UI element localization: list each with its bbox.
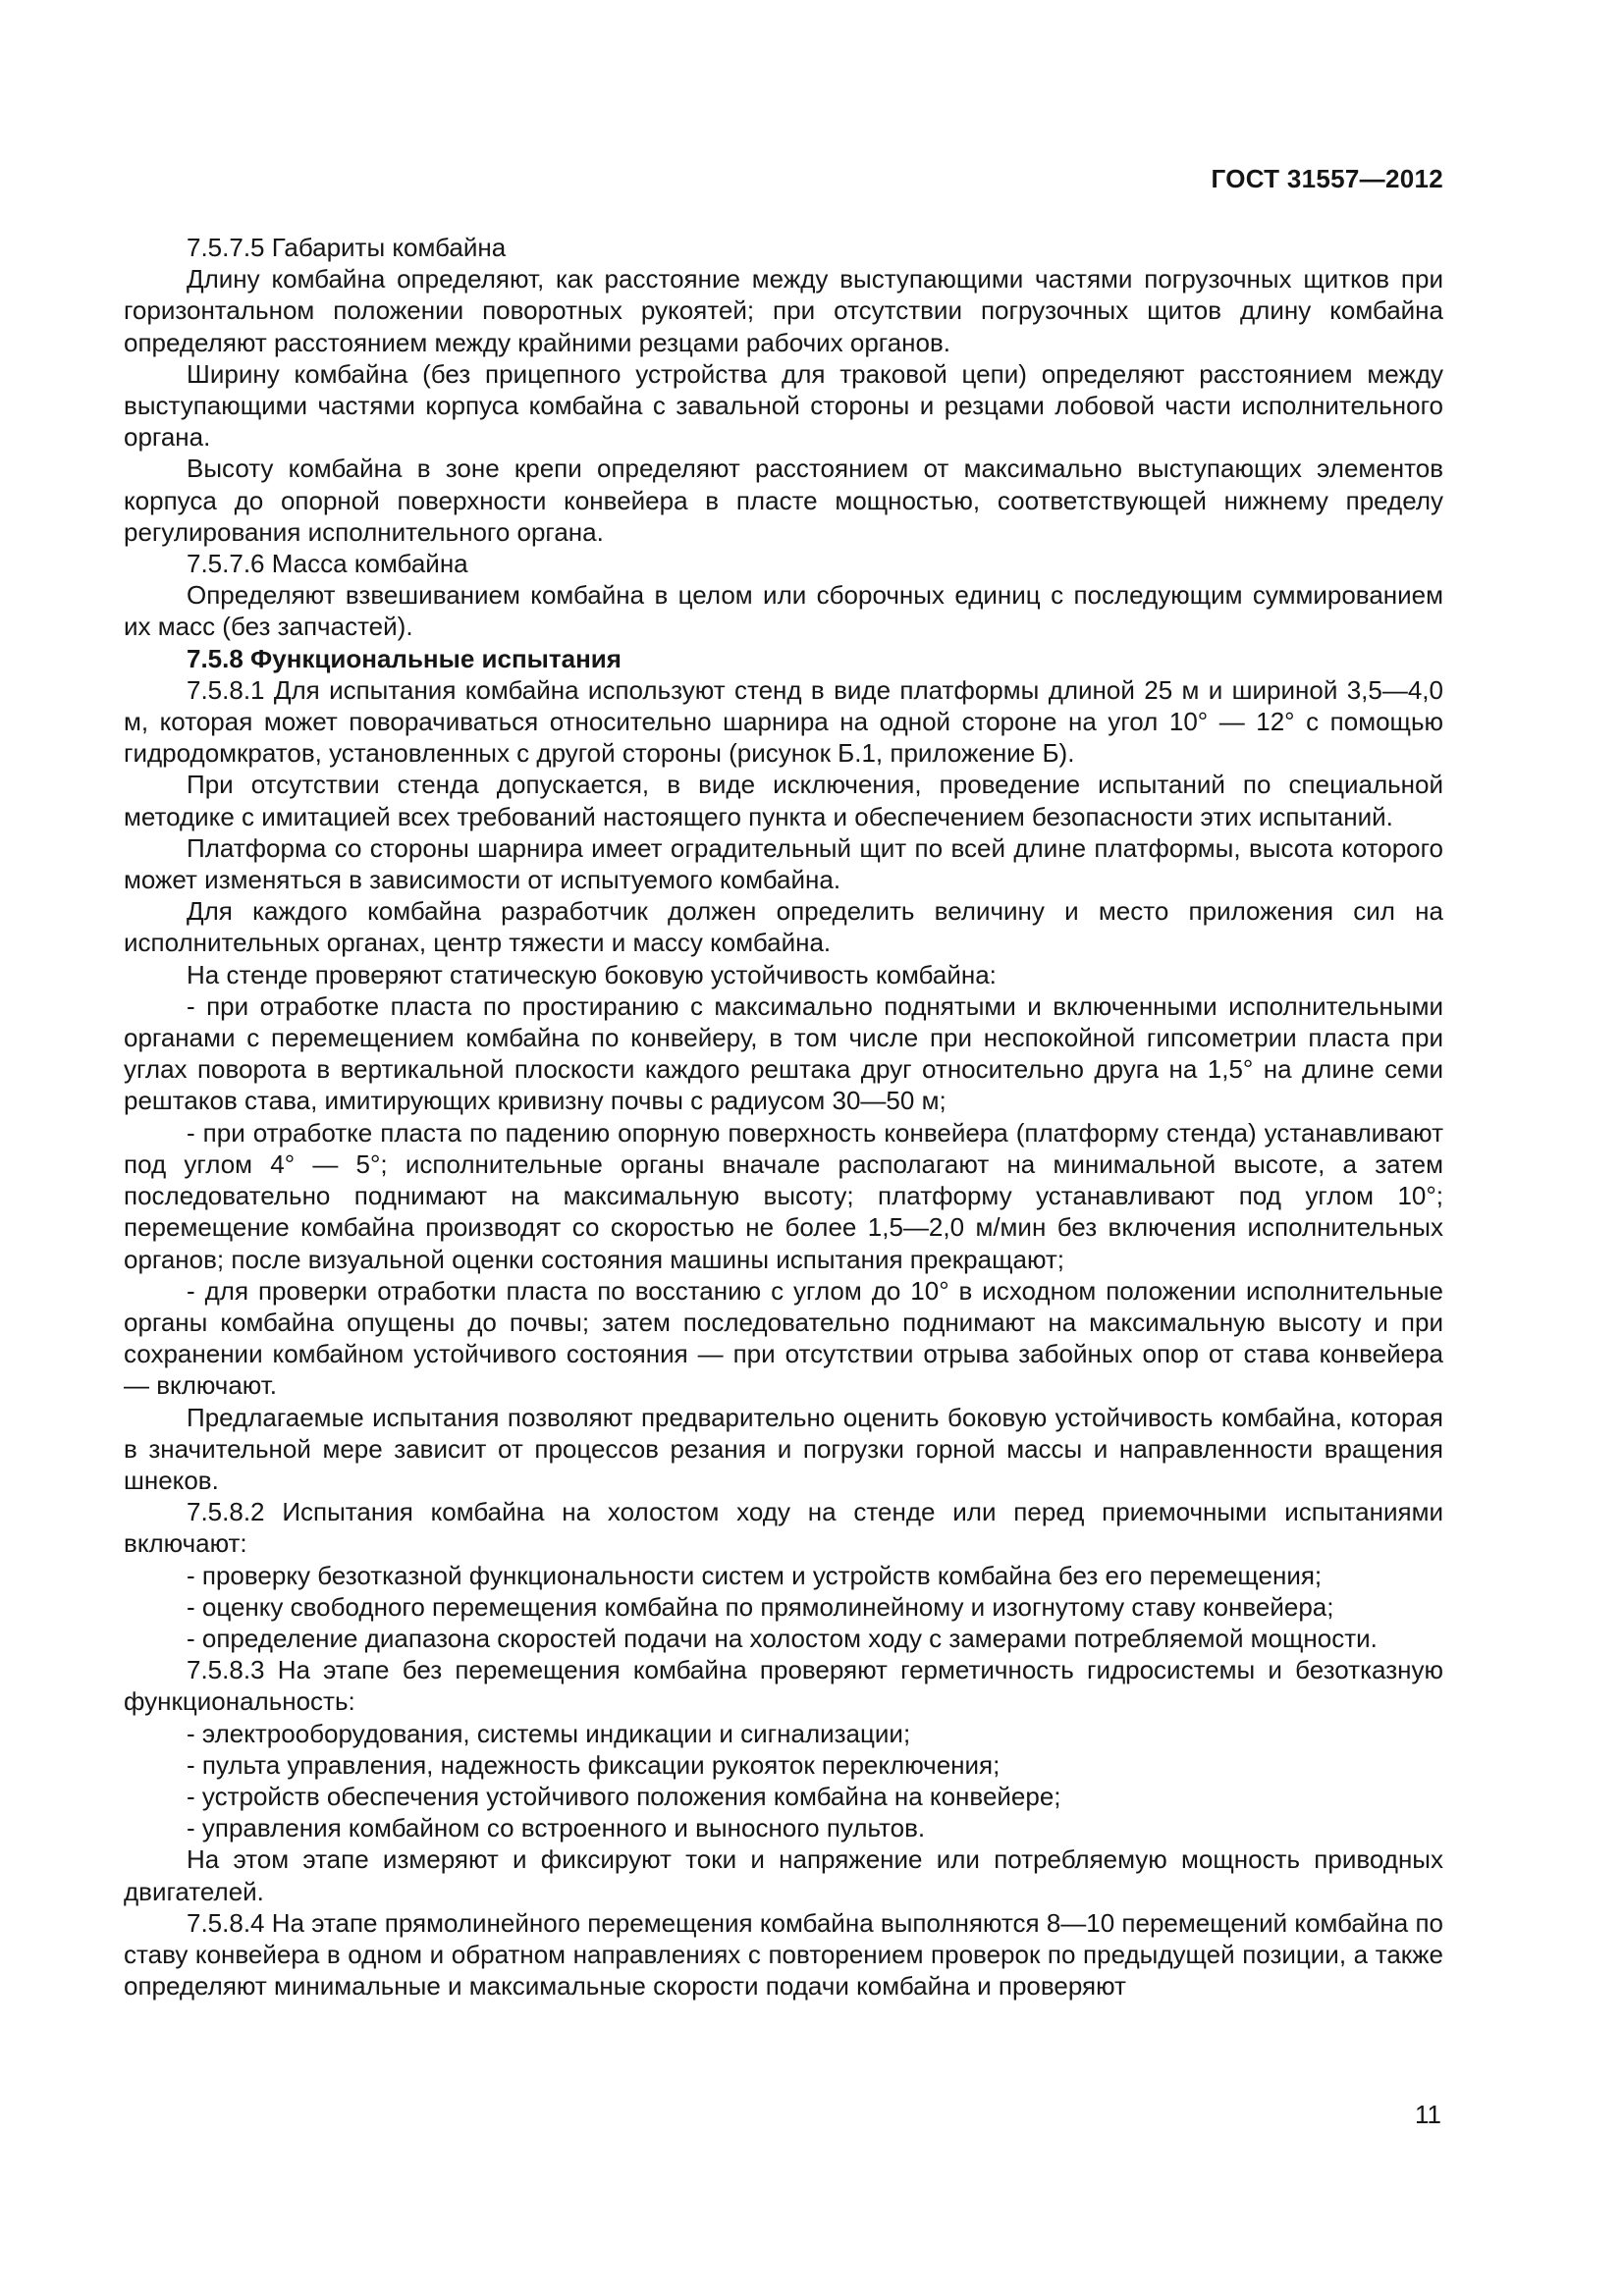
list-item-functionality-check: - проверку безотказной функциональности систем и устройств комбайна без его перемещения; <box>187 1560 1323 1590</box>
paragraph-combine-width: Ширину комбайна (без прицепного устройства для траковой цепи) определяют расстоянием между выступающими частями корпуса комбайна с завальной стороны и резцами лобовой части исполнительного органа. <box>124 358 1443 453</box>
section-7-5-8-heading: 7.5.8 Функциональные испытания <box>187 643 622 673</box>
paragraph-stand-checks: На стенде проверяют статическую боковую устойчивость комбайна: <box>187 959 997 989</box>
list-item-electrical: - электрооборудования, системы индикации и сигнализации; <box>187 1718 911 1748</box>
list-item-free-movement: - оценку свободного перемещения комбайна по прямолинейному и изогнутому ставу конвейера; <box>187 1591 1334 1622</box>
paragraph-platform-shield: Платформа со стороны шарнира имеет оградительный щит по всей длине платформы, высота которого может изменяться в зависимости от испытуемого комбайна. <box>124 832 1443 895</box>
document-standard-number: ГОСТ 31557—2012 <box>1211 164 1443 193</box>
paragraph-7-5-8-1: 7.5.8.1 Для испытания комбайна используют стенд в виде платформы длиной 25 м и шириной 3,5—4,0 м, которая может поворачиваться относительно шарнира на одной стороне на угол 10° — 12° с помощью гидродомкратов, установленных с другой стороны (рисунок Б.1, приложение Б). <box>124 674 1443 769</box>
paragraph-stability-assessment: Предлагаемые испытания позволяют предварительно оценить боковую устойчивость комбайна, которая в значительной мере зависит от процессов резания и погрузки горной массы и направленности вращения шнеков. <box>124 1402 1443 1495</box>
paragraph-combine-mass: Определяют взвешиванием комбайна в целом или сборочных единиц с последующим суммированием их масс (без запчастей). <box>124 580 1443 642</box>
paragraph-7-5-8-4: 7.5.8.4 На этапе прямолинейного перемещения комбайна выполняются 8—10 перемещений комбайна по ставу конвейера в одном и обратном направлениях с повторением проверок по предыдущей позиции, а также определяют минимальные и максимальные скорости подачи комбайна и проверяют <box>124 1907 1443 2002</box>
paragraph-combine-height: Высоту комбайна в зоне крепи определяют расстоянием от максимально выступающих элементов корпуса до опорной поверхности конвейера в пласте мощностью, соответствующей нижнему пределу регулирования исполнительного органа. <box>124 454 1443 547</box>
page-number: 11 <box>1415 2100 1441 2129</box>
paragraph-stand-absence: При отсутствии стенда допускается, в виде исключения, проведение испытаний по специальной методике с имитацией всех требований настоящего пункта и обеспечением безопасности этих испытаний. <box>124 770 1443 831</box>
paragraph-developer-forces: Для каждого комбайна разработчик должен определить величину и место приложения сил на исполнительных органах, центр тяжести и массу комбайна. <box>124 896 1443 958</box>
paragraph-combine-length: Длину комбайна определяют, как расстояние между выступающими частями погрузочных щитков при горизонтальном положении поворотных рукоятей; при отсутствии погрузочных щитов длину комбайна определяют расстоянием между крайними резцами рабочих органов. <box>124 264 1443 357</box>
list-item-speed-range: - определение диапазона скоростей подачи на холостом ходу с замерами потребляемой мощности. <box>187 1623 1378 1653</box>
section-7-5-7-6-heading: 7.5.7.6 Масса комбайна <box>187 549 468 579</box>
paragraph-7-5-8-2: 7.5.8.2 Испытания комбайна на холостом ходу на стенде или перед приемочными испытаниями включают: <box>124 1497 1443 1559</box>
document-body <box>124 232 1443 2002</box>
list-item-rise: - для проверки отработки пласта по восстанию с углом до 10° в исходном положении исполнительные органы комбайна опущены до почвы; затем последовательно поднимают на максимальную высоту и при сохранении комбайном устойчивого состояния — при отсутствии отрыва забойных опор от става конвейера — включают. <box>124 1275 1443 1401</box>
section-7-5-7-5-heading: 7.5.7.5 Габариты комбайна <box>187 233 507 262</box>
list-item-stability-devices: - устройств обеспечения устойчивого положения комбайна на конвейере; <box>187 1781 1061 1811</box>
paragraph-current-measurement: На этом этапе измеряют и фиксируют токи и напряжение или потребляемую мощность приводных двигателей. <box>124 1844 1443 1906</box>
list-item-control-panel: - пульта управления, надежность фиксации рукояток переключения; <box>187 1749 1001 1780</box>
list-item-strike: - при отработке пласта по простиранию с максимально поднятыми и включенными исполнительными органами с перемещением комбайна по конвейеру, в том числе при неспокойной гипсометрии пласта при углах поворота в вертикальной плоскости каждого рештака друг относительно друга на 1,5° на длине семи рештаков става, имитирующих кривизну почвы с радиусом 30—50 м; <box>124 990 1443 1116</box>
list-item-dip: - при отработке пласта по падению опорную поверхность конвейера (платформу стенда) устанавливают под углом 4° — 5°; исполнительные органы вначале располагают на минимальной высоте, а затем последовательно поднимают на максимальную высоту; платформу устанавливают под углом 10°; перемещение комбайна производят со скоростью не более 1,5—2,0 м/мин без включения исполнительных органов; после визуальной оценки состояния машины испытания прекращают; <box>124 1117 1443 1274</box>
paragraph-7-5-8-3: 7.5.8.3 На этапе без перемещения комбайна проверяют герметичность гидросистемы и безотказную функциональность: <box>124 1655 1443 1717</box>
list-item-remote-control: - управления комбайном со встроенного и выносного пультов. <box>187 1813 926 1843</box>
